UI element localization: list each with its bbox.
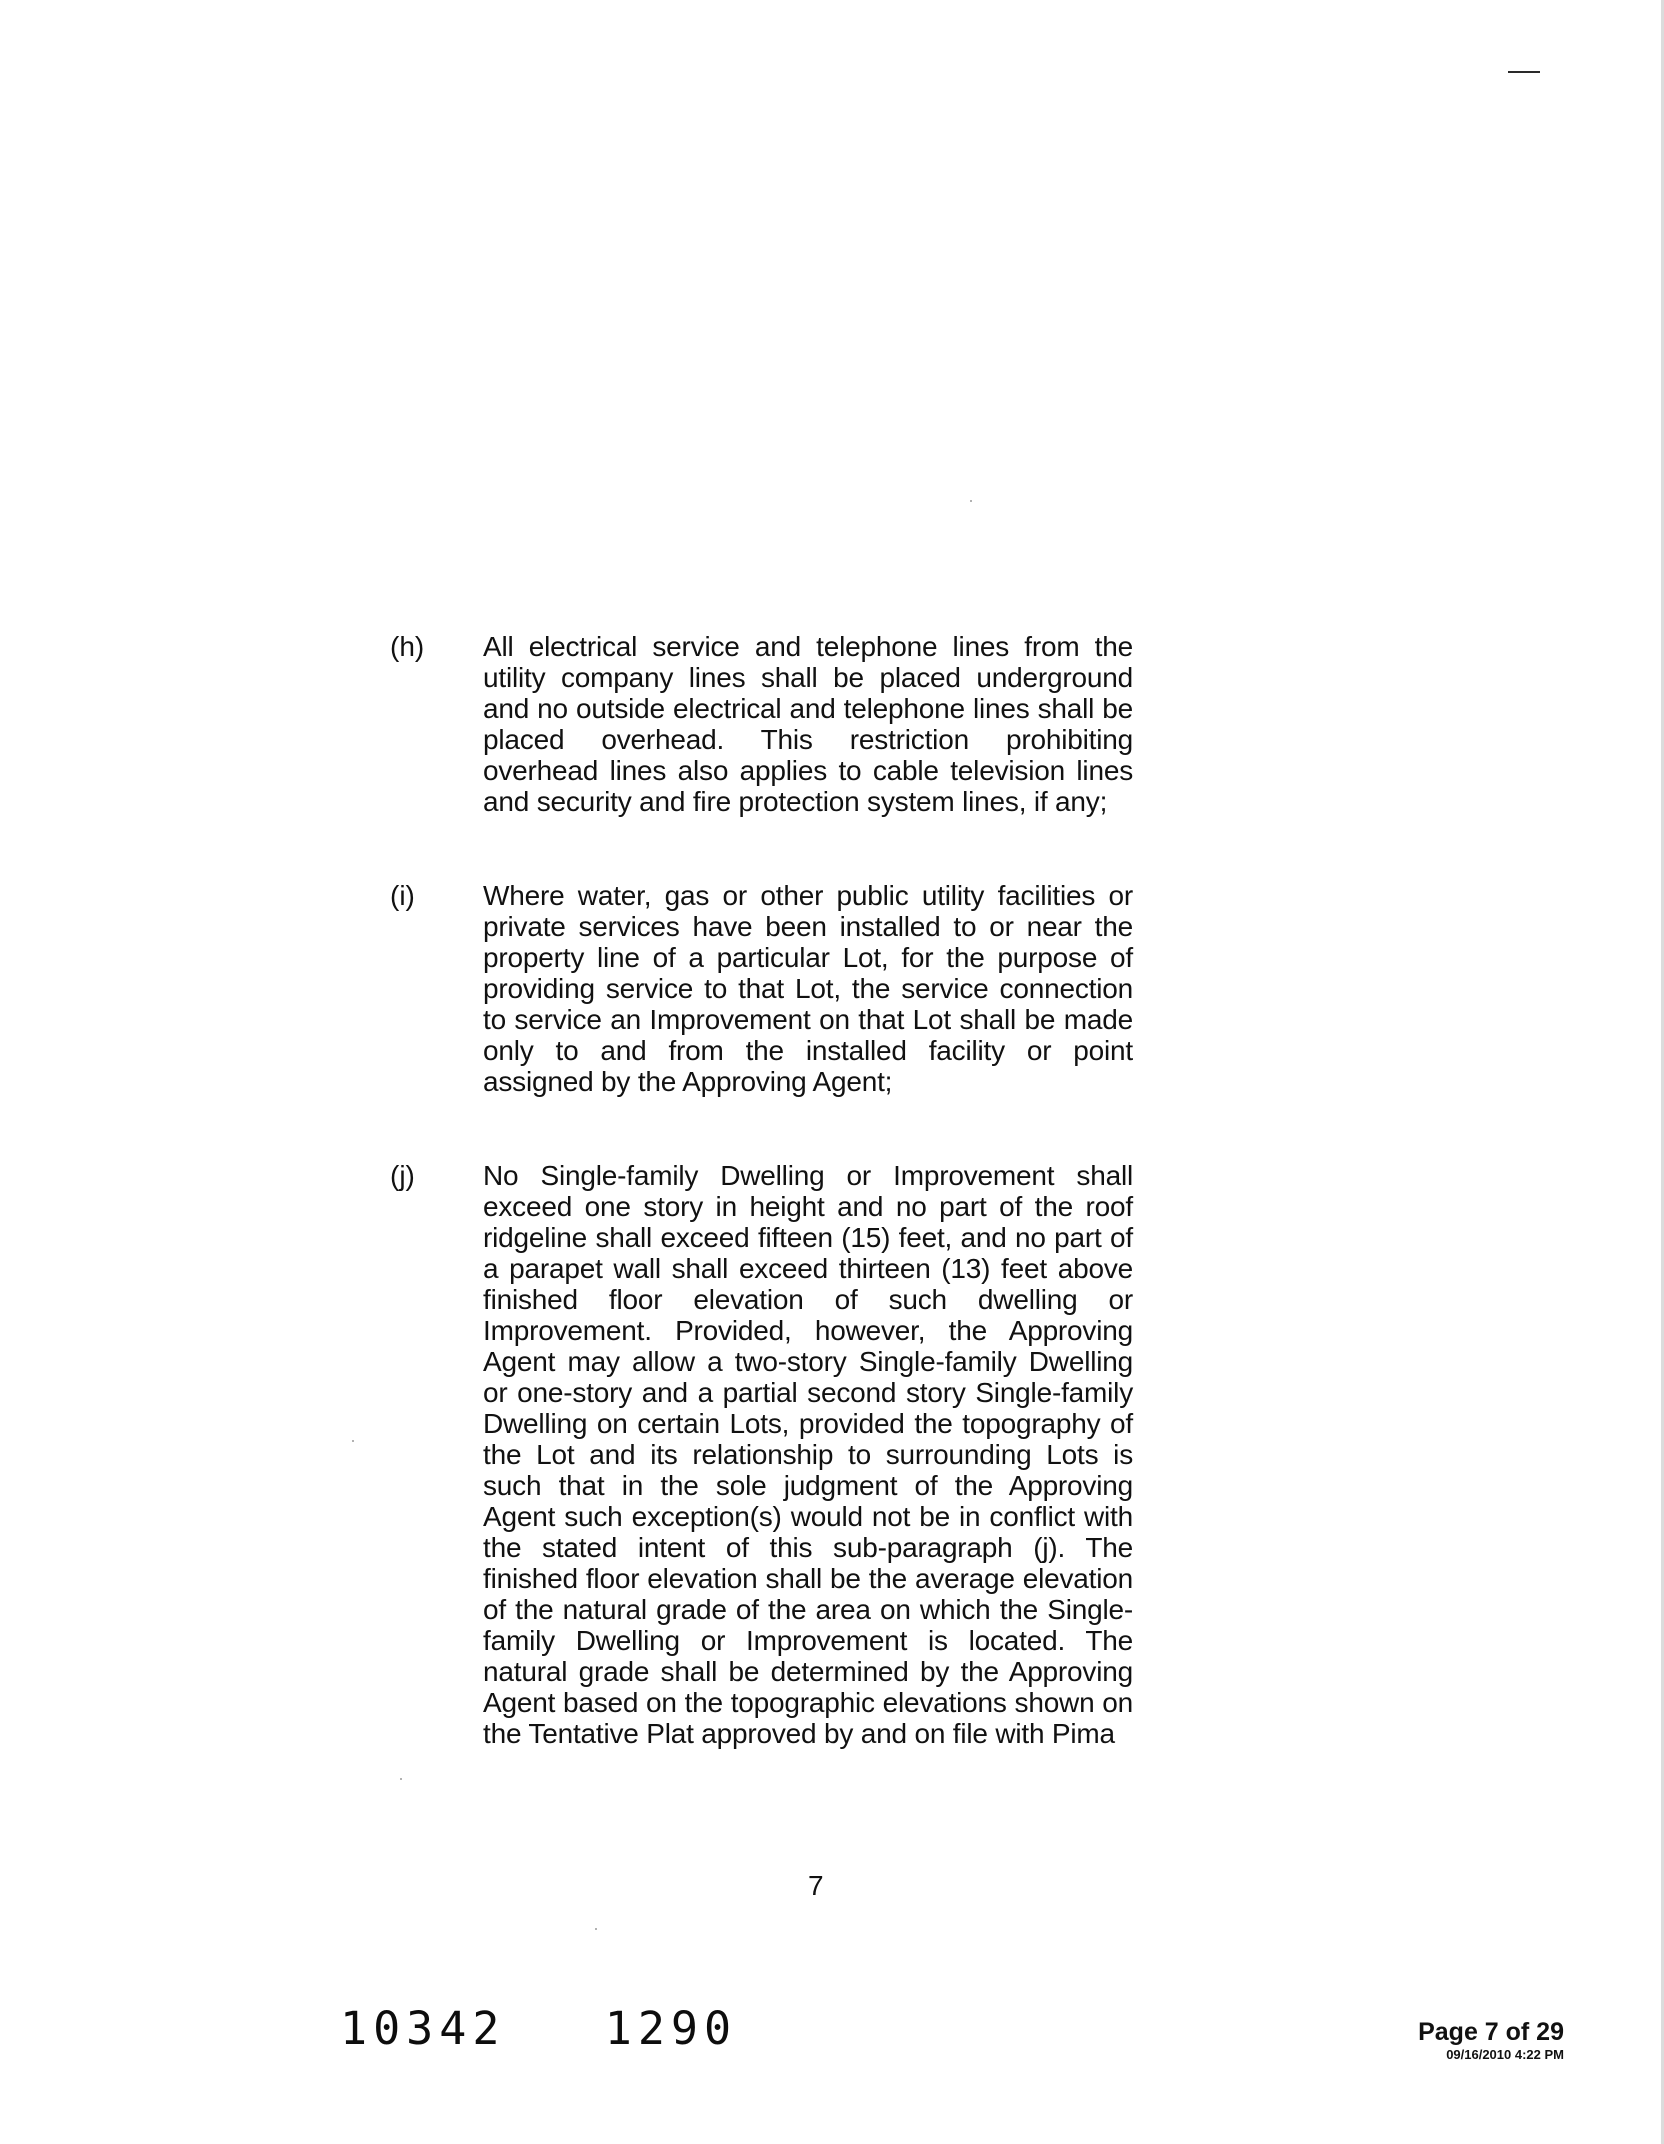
page-number: 7 — [808, 1870, 824, 1901]
paragraph-text: Where water, gas or other public utility facilities or private services have been installed to or near the property line of a particular Lot, for the purpose of providing service to that Lot, the service connection to service an Improvement on that Lot shall be made only to and from the installed facility or point assigned by the Approving Agent; — [483, 880, 1133, 1097]
paragraph-text: All electrical service and telephone lines from the utility company lines shall be placed underground and no outside electrical and telephone lines shall be placed overhead. This restriction prohibiting overhead lines also applies to cable television lines and security and fire protection system lines, if any; — [483, 631, 1133, 817]
scan-speck — [595, 1928, 597, 1930]
scan-speck — [352, 1440, 354, 1442]
page-count: Page 7 of 29 — [1418, 2018, 1564, 2046]
corner-mark — [1508, 71, 1540, 73]
recording-stamp-numbers: 10342 1290 — [340, 2002, 738, 2055]
paragraph-h — [390, 631, 1190, 861]
scan-speck — [970, 500, 972, 502]
page-footer — [1394, 2018, 1564, 2063]
paragraph-label: (h) — [390, 631, 425, 662]
paragraph-text: No Single-family Dwelling or Improvement shall exceed one story in height and no part of the roof ridgeline shall exceed fifteen (15) feet, and no part of a parapet wall shall exceed thirteen (13) feet above finished floor elevation of such dwelling or Improvement. Provided, however, the Approving Agent may allow a two-story Single-family Dwelling or one-story and a partial second story Single-family Dwelling on certain Lots, provided the topography of the Lot and its relationship to surrounding Lots is such that in the sole judgment of the Approving Agent such exception(s) would not be in conflict with the stated intent of this sub-paragraph (j). The finished floor elevation shall be the average elevation of the natural grade of the area on which the Single-family Dwelling or Improvement is located. The natural grade shall be determined by the Approving Agent based on the topographic elevations shown on the Tentative Plat approved by and on file with Pima — [483, 1160, 1133, 1749]
paragraph-i — [390, 880, 1190, 1140]
paragraph-label: (j) — [390, 1160, 415, 1191]
print-timestamp: 09/16/2010 4:22 PM — [1446, 2047, 1564, 2062]
paragraph-label: (i) — [390, 880, 415, 911]
paragraph-j — [390, 1160, 1190, 1850]
